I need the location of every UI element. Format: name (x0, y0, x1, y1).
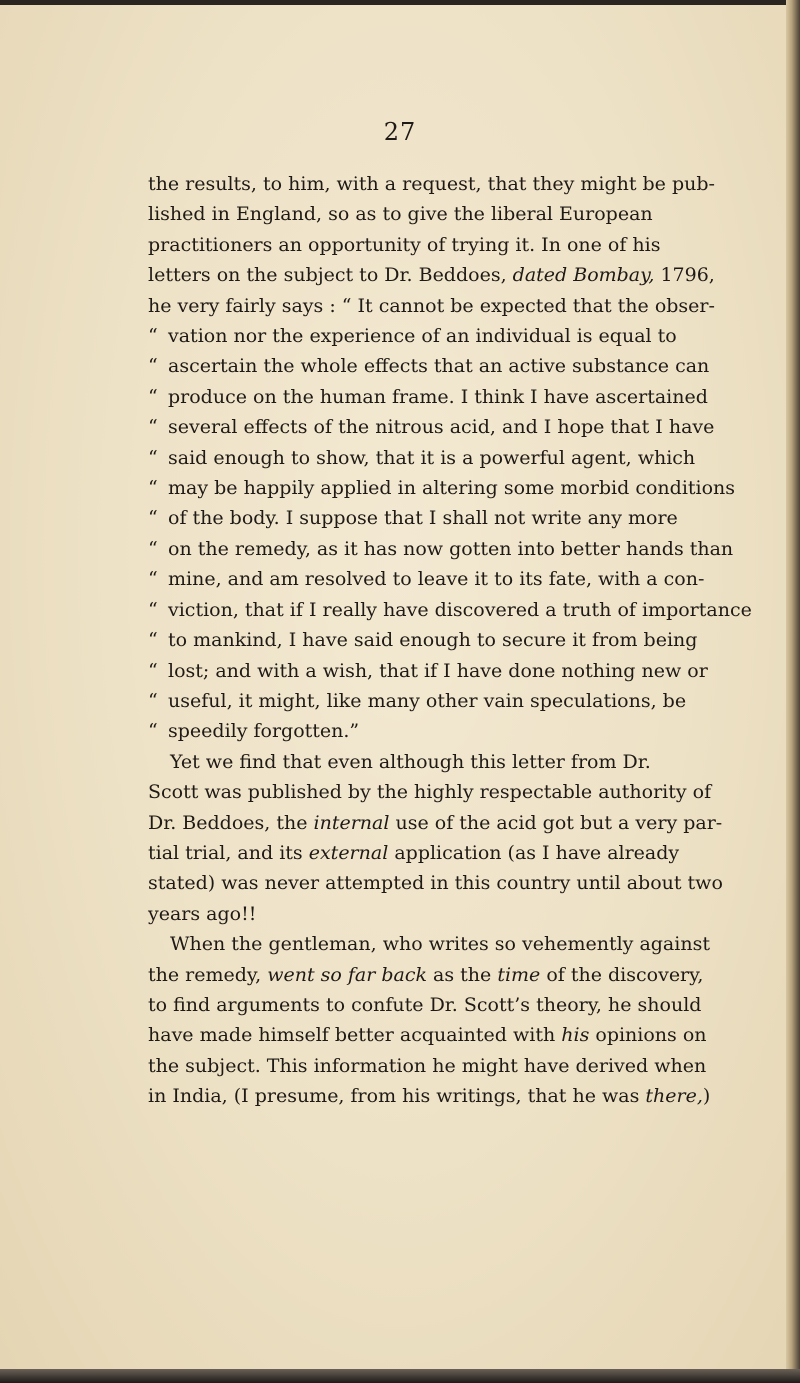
text-segment: tial trial, and its (148, 841, 303, 864)
quoted-text: several effects of the nitrous acid, and I hope that I have (168, 416, 715, 439)
quoted-line (148, 412, 715, 442)
text-line: When the gentleman, who writes so vehemently against (170, 933, 710, 956)
quote-mark: “ (148, 446, 158, 469)
quoted-line (148, 321, 677, 351)
quoted-text: viction, that if I really have discovered a truth of importance (168, 598, 752, 621)
text-segment: letters on the subject to Dr. Beddoes, (148, 264, 507, 287)
text-line: he very fairly says : “ It cannot be expected that the obser- (148, 294, 715, 317)
quoted-line (148, 656, 708, 686)
text-segment: as the (433, 963, 492, 986)
quote-mark: “ (148, 355, 158, 378)
text-segment: use of the acid got but a very par- (395, 811, 723, 834)
text-line: practitioners an opportunity of trying it. In one of his (148, 233, 661, 256)
quote-mark: “ (148, 537, 158, 560)
quoted-line (148, 595, 752, 625)
text-line: Yet we find that even although this letter from Dr. (170, 750, 651, 773)
text-line: years ago!! (148, 902, 257, 925)
quoted-text: useful, it might, like many other vain speculations, be (168, 689, 687, 712)
text-line: stated) was never attempted in this country until about two (148, 872, 723, 895)
top-edge-shadow (0, 0, 800, 5)
page-binding-edge (786, 0, 800, 1383)
text-segment: ) (702, 1085, 711, 1108)
text-segment: 1796, (660, 264, 715, 287)
quoted-text: on the remedy, as it has now gotten into better hands than (168, 537, 734, 560)
quoted-line (148, 686, 687, 716)
quoted-text: may be happily applied in altering some morbid conditions (168, 477, 736, 500)
italic-segment: time (497, 963, 541, 986)
text-segment: Dr. Beddoes, the (148, 811, 308, 834)
body-text (148, 169, 752, 1112)
paragraph-3 (148, 929, 711, 1111)
quote-mark: “ (148, 385, 158, 408)
quoted-text: speedily forgotten.” (168, 720, 360, 743)
text-line: the subject. This information he might have derived when (148, 1054, 707, 1077)
text-line (148, 838, 680, 868)
quoted-text: ascertain the whole effects that an active substance can (168, 355, 710, 378)
italic-segment: internal (313, 811, 390, 834)
quoted-text: produce on the human frame. I think I have ascertained (168, 385, 708, 408)
paragraph-1 (148, 169, 752, 747)
quoted-text: lost; and with a wish, that if I have done nothing new or (168, 659, 708, 682)
quote-mark: “ (148, 629, 158, 652)
quoted-text: said enough to show, that it is a powerful agent, which (168, 446, 696, 469)
quoted-text: of the body. I suppose that I shall not write any more (168, 507, 678, 530)
quoted-line (148, 534, 734, 564)
quote-mark: “ (148, 720, 158, 743)
text-segment: have made himself better acquainted with (148, 1024, 556, 1047)
quote-mark: “ (148, 416, 158, 439)
quote-mark: “ (148, 325, 158, 348)
quote-mark: “ (148, 507, 158, 530)
quoted-text: vation nor the experience of an individual is equal to (168, 325, 677, 348)
quoted-line (148, 625, 698, 655)
italic-segment: went so far back (267, 963, 427, 986)
text-segment: in India, (I presume, from his writings, that he was (148, 1085, 640, 1108)
quoted-text: to mankind, I have said enough to secure it from being (168, 629, 698, 652)
quote-mark: “ (148, 477, 158, 500)
text-segment: the remedy, (148, 963, 262, 986)
text-line: the results, to him, with a request, that they might be pub- (148, 173, 715, 195)
quoted-line (148, 503, 678, 533)
text-line (148, 808, 723, 838)
italic-segment: his (561, 1024, 590, 1047)
text-line: to find arguments to confute Dr. Scott’s theory, he should (148, 993, 702, 1016)
text-line (148, 1081, 711, 1111)
text-line (148, 260, 715, 290)
quoted-line (148, 473, 736, 503)
quoted-text: mine, and am resolved to leave it to its fate, with a con- (168, 568, 705, 591)
quote-mark: “ (148, 598, 158, 621)
quote-mark: “ (148, 689, 158, 712)
italic-segment: there, (645, 1085, 703, 1108)
text-segment: opinions on (595, 1024, 707, 1047)
quoted-line (148, 564, 705, 594)
text-segment: application (as I have already (394, 841, 680, 864)
page-number: 27 (383, 118, 417, 146)
italic-segment: dated Bombay, (512, 264, 655, 287)
quote-mark: “ (148, 568, 158, 591)
italic-segment: external (308, 841, 389, 864)
text-segment: of the discovery, (546, 963, 704, 986)
quoted-line (148, 716, 628, 746)
quoted-line (148, 382, 708, 412)
text-line: lished in England, so as to give the liberal European (148, 203, 653, 226)
text-line (148, 1020, 707, 1050)
quote-mark: “ (148, 659, 158, 682)
text-line (148, 960, 704, 990)
text-line: Scott was published by the highly respectable authority of (148, 781, 712, 804)
quoted-line (148, 443, 696, 473)
quoted-line (148, 351, 710, 381)
bottom-edge-shadow (0, 1369, 800, 1383)
paragraph-2 (148, 747, 723, 929)
